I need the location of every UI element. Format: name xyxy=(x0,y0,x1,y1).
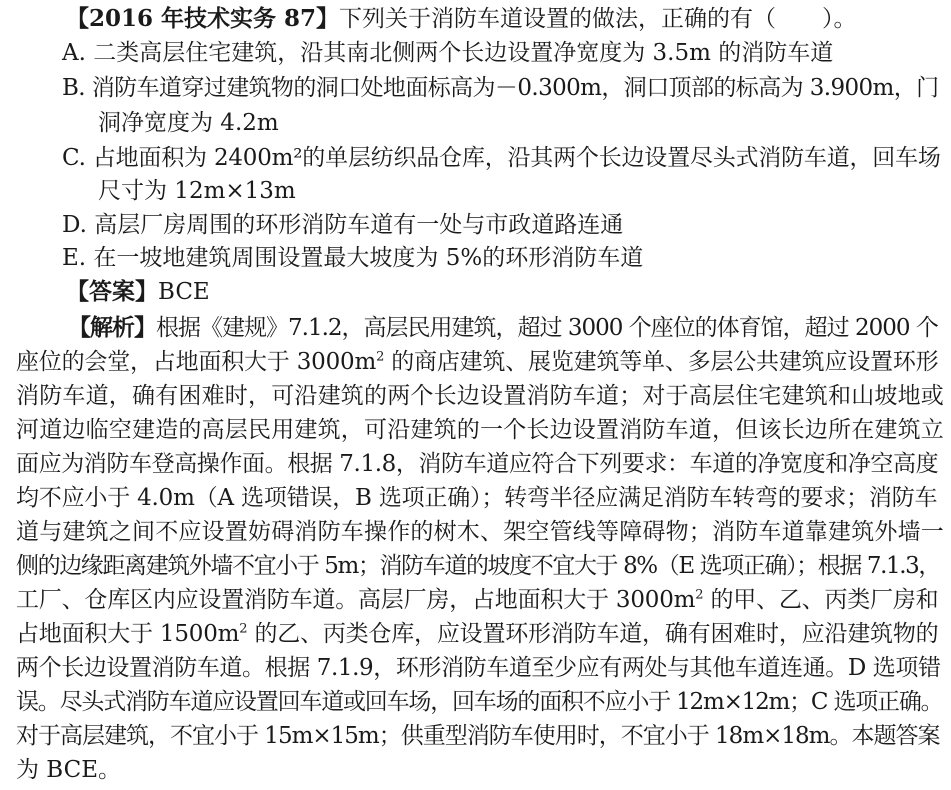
analysis-line-6: 均不应小于 4.0m（A 选项错误，B 选项正确）；转弯半径应满足消防车转弯的要求；消防车 xyxy=(16,485,938,511)
analysis-text: 的商店建筑、展览建筑等单、多层公共建筑应设置环形 xyxy=(384,349,939,375)
option-text: 占地面积为 2400m²的单层纺织品仓库，沿其两个长边设置尽头式消防车道，回车场 xyxy=(92,145,941,171)
superscript: 2 xyxy=(695,587,704,603)
superscript: 2 xyxy=(376,349,385,365)
analysis-line-14: 为 BCE。 xyxy=(16,757,122,783)
analysis-text: 工厂、仓库区内应设置消防车道。高层厂房，占地面积大于 3000m xyxy=(16,587,696,613)
option-d xyxy=(62,208,623,242)
option-letter: E. xyxy=(62,245,87,271)
analysis-line-5: 面应为消防车登高操作面。根据 7.1.8，消防车道应符合下列要求：车道的净宽度和净空高度 xyxy=(16,451,939,477)
option-letter: D. xyxy=(62,212,87,238)
option-text: 二类高层住宅建筑，沿其南北侧两个长边设置净宽度为 3.5m 的消防车道 xyxy=(93,40,834,66)
option-letter: A. xyxy=(62,40,86,66)
option-a xyxy=(62,36,833,70)
analysis-line-1 xyxy=(68,311,938,345)
question-stem-line xyxy=(66,2,857,36)
analysis-line-13: 对于高层建筑，不宜小于 15m×15m；供重型消防车使用时，不宜小于 18m×18m。本题答案 xyxy=(16,723,940,749)
answer-value: BCE xyxy=(158,279,210,305)
question-source-tag: 【2016 年技术实务 87】 xyxy=(66,5,340,32)
question-stem: 下列关于消防车道设置的做法，正确的有（ ）。 xyxy=(339,6,857,32)
option-e xyxy=(62,241,643,275)
option-b xyxy=(62,71,939,105)
option-text: 消防车道穿过建筑物的洞口处地面标高为－0.300m，洞口顶部的标高为 3.900m，门 xyxy=(91,75,939,101)
analysis-line-11: 两个长边设置消防车道。根据 7.1.9，环形消防车道至少应有两处与其他车道连通。D 选项错 xyxy=(16,655,941,681)
analysis-text: 占地面积大于 1500m xyxy=(16,621,240,647)
superscript: 2 xyxy=(239,621,248,637)
option-b-continuation: 洞净宽度为 4.2m xyxy=(98,110,279,136)
analysis-line-9 xyxy=(16,583,938,617)
option-c-continuation: 尺寸为 12m×13m xyxy=(98,178,296,204)
option-text: 高层厂房周围的环形消防车道有一处与市政道路连通 xyxy=(94,212,624,238)
analysis-line-12: 误。尽头式消防车道应设置回车道或回车场，回车场的面积不应小于 12m×12m；C 选项正确。 xyxy=(16,689,943,715)
analysis-text: 根据《建规》7.1.2，高层民用建筑，超过 3000 个座位的体育馆，超过 2000 个 xyxy=(156,315,938,341)
option-letter: B. xyxy=(62,75,86,101)
analysis-line-4: 河道边临空建造的高层民用建筑，可沿建筑的一个长边设置消防车道，但该长边所在建筑立 xyxy=(16,417,944,443)
answer-line xyxy=(66,275,210,309)
option-c xyxy=(62,141,941,175)
answer-label: 【答案】 xyxy=(66,278,158,305)
analysis-text: 的乙、丙类仓库，应设置环形消防车道，确有困难时，应沿建筑物的 xyxy=(247,621,939,647)
analysis-line-2 xyxy=(16,345,938,379)
analysis-line-3: 消防车道，确有困难时，可沿建筑的两个长边设置消防车道；对于高层住宅建筑和山坡地或 xyxy=(16,383,944,409)
analysis-label: 【解析】 xyxy=(68,314,156,341)
analysis-line-8: 侧的边缘距离建筑外墙不宜小于 5m；消防车道的坡度不宜大于 8%（E 选项正确）；根据 7.1.3， xyxy=(16,553,940,579)
analysis-line-10 xyxy=(16,617,938,651)
option-letter: C. xyxy=(62,145,86,171)
option-text: 在一坡地建筑周围设置最大坡度为 5%的环形消防车道 xyxy=(93,245,644,271)
analysis-text: 座位的会堂，占地面积大于 3000m xyxy=(16,349,377,375)
analysis-line-7: 道与建筑之间不应设置妨碍消防车操作的树木、架空管线等障碍物；消防车道靠建筑外墙一 xyxy=(16,519,944,545)
analysis-text: 的甲、乙、丙类厂房和 xyxy=(703,587,939,613)
